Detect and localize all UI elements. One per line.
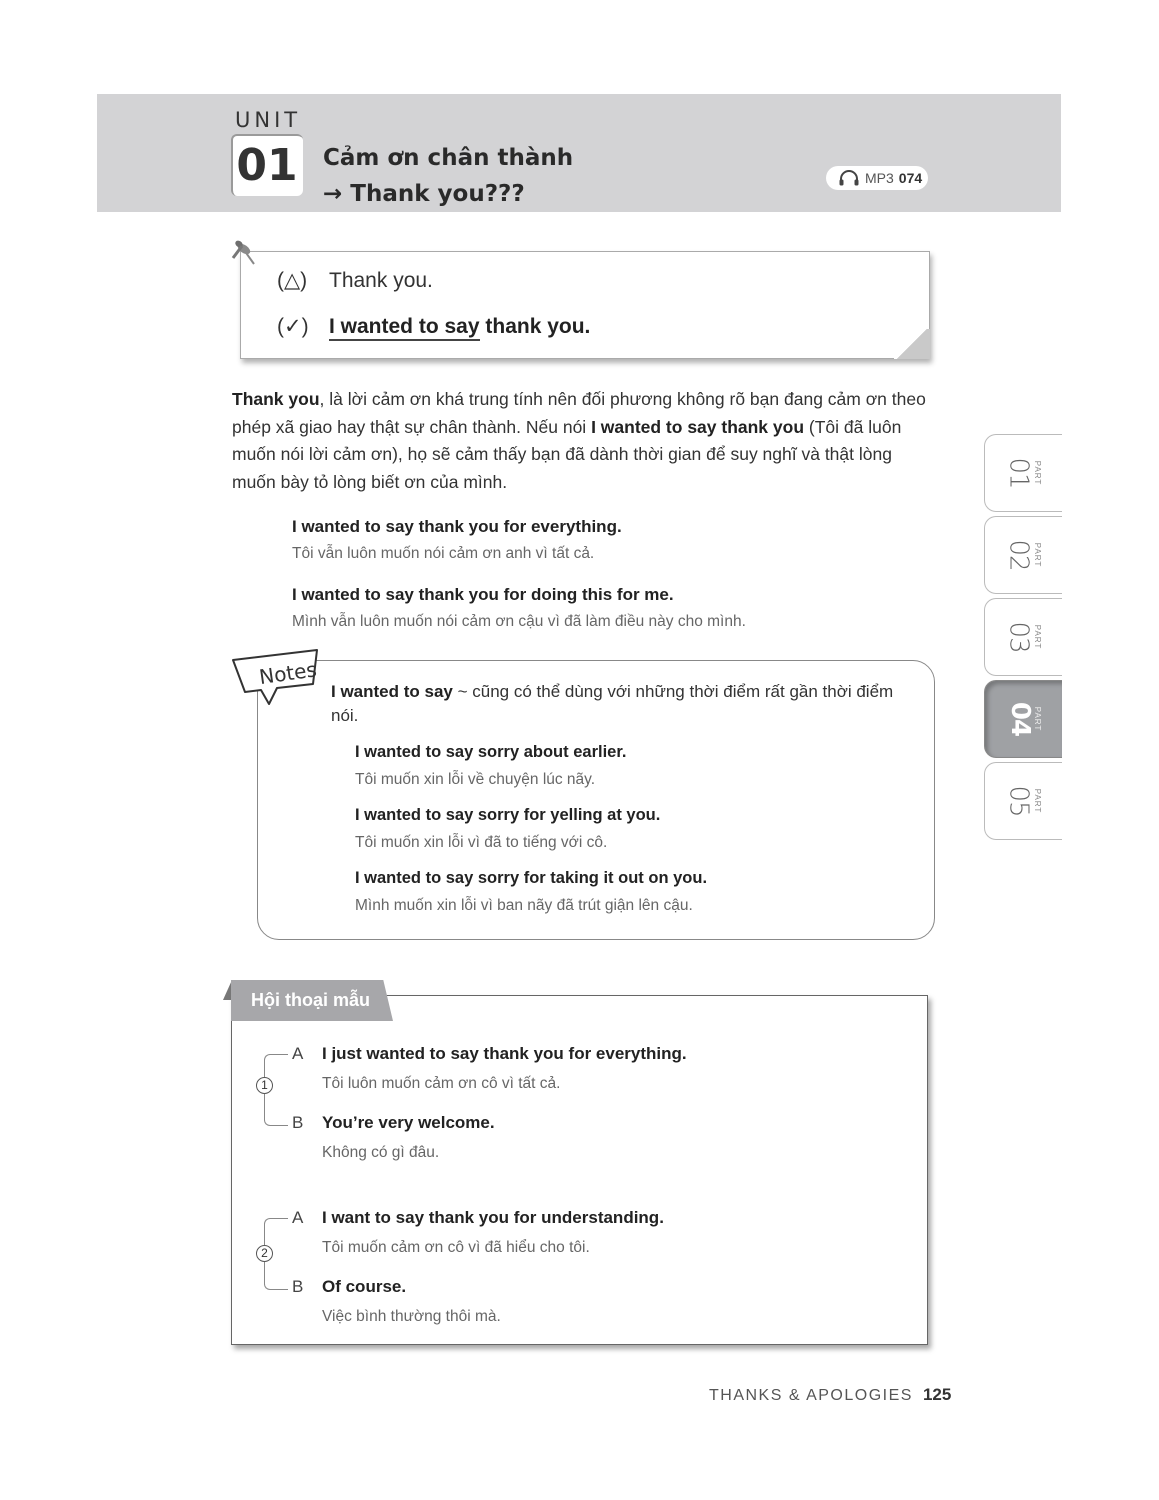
page-curl [894,329,930,359]
explanation-bold-2: I wanted to say thank you [591,416,805,437]
notes-example-english: I wanted to say sorry for taking it out on you. [355,869,708,887]
unit-title [323,140,573,212]
example-vietnamese: Mình vẫn luôn muốn nói cảm ơn cậu vì đã làm điều này cho mình. [292,613,746,630]
dialogue-tab-fold [223,980,232,1000]
explanation-bold-1: Thank you [232,389,320,409]
dialogue-number: 1 [256,1077,273,1094]
part-tab-label: PART [1032,542,1042,568]
dialogue-line-vietnamese: Tôi muốn cảm ơn cô vì đã hiểu cho tôi. [322,1239,590,1256]
example-english: I wanted to say thank you for doing this for me. [292,585,674,604]
mp3-number: 074 [898,170,923,186]
explanation-text-2: (Tôi đã luôn muốn nói lời cảm ơn), họ sẽ cảm thấy bạn đã dành thời gian để suy nghĩ và thật lòng muốn bày tỏ lòng biết ơn của mình. [232,416,902,492]
notes-example-vietnamese: Tôi muốn xin lỗi về chuyện lúc nãy. [355,771,596,788]
explanation-text-1: , là lời cảm ơn khá trung tính nên đối phương không rõ bạn đang cảm ơn theo phép xã giao hay thật sự chân thành. Nếu nói [232,389,926,437]
dialogue-line-english: Of course. [322,1277,407,1296]
notes-example [355,869,707,915]
part-tab-01[interactable] [984,434,1062,512]
weak-expression-row [277,268,433,293]
example-english: I wanted to say thank you for everything. [292,517,622,536]
example-vietnamese: Tôi vẫn luôn muốn nói cảm ơn anh vì tất cả. [292,545,595,562]
part-tab-number: 01 [1003,457,1034,489]
speaker-label: A [292,1208,304,1227]
weak-expression: Thank you. [329,269,433,292]
part-tab-number: 05 [1003,785,1034,817]
notes-example [355,743,626,789]
dialogue-line-english: You’re very welcome. [322,1113,495,1132]
part-tab-number: 03 [1003,621,1034,653]
notes-example-english: I wanted to say sorry for yelling at you. [355,806,661,824]
part-tab-number: 04 [1005,701,1036,737]
notes-example [355,806,660,852]
explanation-paragraph [232,386,932,496]
part-tab-02[interactable] [984,516,1062,594]
notes-intro [331,680,921,728]
part-tab-label: PART [1032,706,1042,732]
part-tab-label: PART [1032,460,1042,486]
notes-intro-bold: I wanted to say [331,682,453,701]
notes-example-vietnamese: Tôi muốn xin lỗi vì đã to tiếng với cô. [355,834,608,851]
pushpin-icon [230,238,266,270]
dialogue-number: 2 [256,1245,273,1262]
page-footer [709,1385,951,1405]
good-expression-key-phrase: I wanted to say [329,315,480,341]
part-tab-04[interactable] [984,680,1062,758]
unit-label: UNIT [235,108,302,132]
dialogue-title: Hội thoại mẫu [251,990,371,1010]
part-tab-label: PART [1032,624,1042,650]
example-item [292,585,746,631]
unit-title-line1: Cảm ơn chân thành [323,145,574,171]
mp3-track-button[interactable] [826,166,928,190]
unit-number-box [231,134,303,196]
check-mark: (✓) [277,315,309,338]
dialogue-line-english: I want to say thank you for understanding. [322,1208,664,1227]
section-name: THANKS & APOLOGIES [709,1387,913,1404]
notes-tag [231,648,323,713]
notes-tag-label: Notes [257,657,319,690]
part-tab-03[interactable] [984,598,1062,676]
page-number: 125 [922,1385,952,1404]
unit-number: 01 [236,140,298,191]
part-tab-label: PART [1032,788,1042,814]
dialogue-line-vietnamese: Việc bình thường thôi mà. [322,1308,501,1325]
example-item [292,517,622,563]
speaker-label: A [292,1044,304,1063]
notes-example-vietnamese: Mình muốn xin lỗi vì ban nãy đã trút giận lên cậu. [355,897,693,914]
part-tab-05[interactable] [984,762,1062,840]
dialogue-line-vietnamese: Tôi luôn muốn cảm ơn cô vì tất cả. [322,1075,561,1092]
speech-bubble-icon [231,648,323,708]
speaker-label: B [292,1113,304,1132]
dialogue-line-english: I just wanted to say thank you for everything. [322,1044,687,1063]
notes-intro-text: ~ cũng có thể dùng với những thời điểm rất gần thời điểm nói. [331,682,894,725]
good-expression-rest: thank you. [479,315,591,338]
good-expression-row [277,314,590,339]
unit-title-line2: → Thank you??? [323,181,525,207]
notes-example-english: I wanted to say sorry about earlier. [355,743,627,761]
dialogue-line-vietnamese: Không có gì đâu. [322,1144,440,1161]
speaker-label: B [292,1277,304,1296]
part-tab-number: 02 [1003,539,1034,571]
mp3-label: MP3 [865,170,894,186]
headphones-icon [838,170,860,186]
triangle-mark: (△) [277,269,308,292]
